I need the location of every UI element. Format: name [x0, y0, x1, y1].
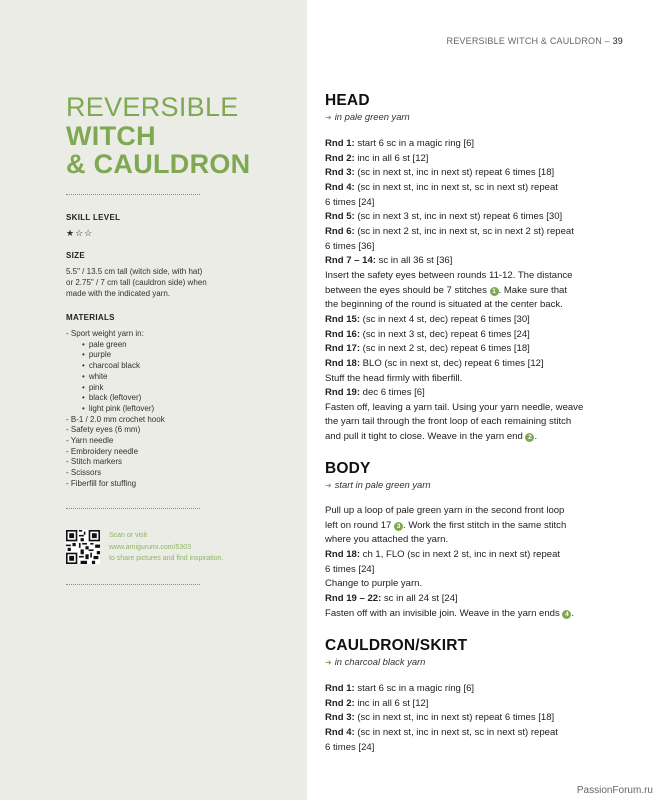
materials-list — [66, 329, 165, 490]
title-line-3: & CAULDRON — [66, 149, 251, 179]
instruction-text: start 6 sc in a magic ring [6] — [354, 683, 475, 694]
instruction-line — [325, 741, 635, 756]
instruction-text: (sc in next st, inc in next st, sc in next st) repeat — [354, 181, 558, 193]
section-subtitle-cauldron — [325, 656, 425, 667]
instruction-line — [325, 254, 635, 269]
material-item: - Embroidery needle — [66, 446, 139, 456]
material-item: - Stitch markers — [66, 457, 123, 467]
size-line: or 2.75" / 7 cm tall (cauldron side) when — [66, 278, 207, 287]
section-title-body: BODY — [325, 460, 371, 477]
instruction-line — [325, 533, 635, 548]
instruction-text: left on round 17 — [325, 519, 395, 531]
instruction-line — [325, 357, 635, 372]
instruction-text: ch 1, FLO (sc in next 2 st, inc in next st) repeat — [360, 548, 561, 560]
instruction-line — [325, 225, 635, 240]
instruction-line — [325, 298, 635, 313]
round-label: Rnd 19 – 22: — [325, 592, 382, 604]
instruction-line — [325, 269, 635, 284]
arrow-right-icon: ➜ — [325, 113, 332, 122]
instruction-line — [325, 430, 635, 445]
material-item: • purple — [66, 350, 165, 361]
round-label: Rnd 2: — [325, 697, 355, 709]
instruction-line — [325, 563, 635, 578]
round-label: Rnd 1: — [325, 138, 355, 149]
subtitle-text: in pale green yarn — [334, 111, 410, 122]
subtitle-text: start in pale green yarn — [334, 479, 431, 490]
instruction-line — [325, 240, 635, 255]
instruction-text: BLO (sc in next st, dec) repeat 6 times [12] — [360, 357, 544, 369]
head-instructions — [325, 137, 635, 445]
instruction-line — [325, 682, 635, 697]
pattern-title — [66, 93, 251, 179]
instruction-text: start 6 sc in a magic ring [6] — [354, 138, 475, 149]
instruction-text: 6 times [24] — [325, 563, 375, 575]
size-line: made with the indicated yarn. — [66, 289, 171, 298]
instruction-text: Stuff the head firmly with fiberfill. — [325, 372, 463, 384]
instruction-text: sc in all 36 st [36] — [375, 255, 453, 267]
round-label: Rnd 18: — [325, 357, 361, 369]
instruction-line — [325, 401, 635, 416]
round-label: Rnd 3: — [325, 712, 355, 724]
instruction-text: dec 6 times [6] — [360, 387, 425, 399]
material-item: • pink — [66, 383, 165, 394]
round-label: Rnd 3: — [325, 167, 355, 179]
material-item: • charcoal black — [66, 361, 165, 372]
instruction-line — [325, 592, 635, 607]
page-number: 39 — [612, 36, 623, 46]
instruction-line — [325, 196, 635, 211]
title-line-2: WITCH — [66, 120, 156, 151]
cauldron-instructions — [325, 682, 635, 755]
step-photo-marker: 4 — [562, 610, 571, 619]
step-photo-marker: 1 — [490, 287, 499, 296]
instruction-text: (sc in next 3 st, dec) repeat 6 times [24] — [360, 328, 530, 340]
running-header-dash: – — [604, 36, 610, 46]
instruction-text: (sc in next 2 st, inc in next st, sc in next 2 st) repeat — [354, 225, 574, 237]
section-title-head: HEAD — [325, 92, 370, 109]
round-label: Rnd 2: — [325, 152, 355, 164]
instruction-text: the beginning of the round is situated at the center back. — [325, 299, 563, 311]
instruction-text: . — [571, 607, 575, 619]
instruction-line — [325, 313, 635, 328]
material-item: - Safety eyes (6 mm) — [66, 425, 141, 435]
title-line-1: REVERSIBLE — [66, 92, 239, 122]
instruction-text: where you attached the yarn. — [325, 534, 449, 546]
materials-heading: MATERIALS — [66, 313, 115, 322]
round-label: Rnd 16: — [325, 328, 361, 340]
material-item: • pale green — [66, 340, 165, 351]
instruction-line — [325, 519, 635, 534]
qr-link[interactable]: www.amigurumi.com/5303 — [109, 543, 192, 551]
round-label: Rnd 7 – 14: — [325, 255, 376, 267]
instruction-text: (sc in next 4 st, dec) repeat 6 times [30] — [360, 313, 530, 325]
divider — [66, 508, 200, 509]
skill-level-stars: ★☆☆ — [66, 228, 94, 238]
step-photo-marker: 3 — [394, 522, 403, 531]
instruction-text: sc in all 24 st [24] — [381, 592, 458, 604]
instruction-text: . Make sure that — [498, 284, 567, 296]
round-label: Rnd 4: — [325, 726, 355, 738]
qr-code — [66, 530, 100, 564]
instruction-text: Change to purple yarn. — [325, 578, 423, 590]
instruction-text: (sc in next 2 st, dec) repeat 6 times [18] — [360, 343, 530, 355]
instruction-text: (sc in next st, inc in next st, sc in next st) repeat — [354, 726, 558, 738]
instruction-line — [325, 607, 635, 622]
section-subtitle-body — [325, 479, 431, 490]
size-heading: SIZE — [66, 251, 85, 260]
round-label: Rnd 17: — [325, 343, 361, 355]
instruction-text: the yarn tail through the front loop of each remaining stitch — [325, 416, 572, 428]
running-header — [447, 36, 623, 46]
divider — [66, 194, 200, 195]
instruction-line — [325, 577, 635, 592]
running-header-title: REVERSIBLE WITCH & CAULDRON — [446, 36, 602, 46]
instruction-line — [325, 386, 635, 401]
arrow-right-icon: ➜ — [325, 658, 332, 667]
material-item: - Yarn needle — [66, 436, 114, 446]
instruction-text: . Work the first stitch in the same stitch — [403, 519, 567, 531]
instruction-line — [325, 328, 635, 343]
instruction-text: Pull up a loop of pale green yarn in the second front loop — [325, 505, 565, 516]
instruction-text: 6 times [24] — [325, 196, 375, 208]
instruction-text: 6 times [36] — [325, 240, 375, 252]
material-item: - Scissors — [66, 468, 102, 478]
instruction-text: (sc in next st, inc in next st) repeat 6 times [18] — [354, 712, 555, 724]
instruction-text: Fasten off with an invisible join. Weave in the yarn ends — [325, 607, 563, 619]
instruction-line — [325, 210, 635, 225]
material-item: - Fiberfill for stuffing — [66, 478, 137, 488]
instruction-text: inc in all 6 st [12] — [354, 152, 429, 164]
body-instructions — [325, 504, 635, 621]
instruction-line — [325, 137, 635, 152]
instruction-text: (sc in next 3 st, inc in next st) repeat 6 times [30] — [354, 211, 563, 223]
step-photo-marker: 2 — [525, 433, 534, 442]
round-label: Rnd 6: — [325, 225, 355, 237]
round-label: Rnd 18: — [325, 548, 361, 560]
material-item: • light pink (leftover) — [66, 404, 165, 415]
instruction-line — [325, 504, 635, 519]
round-label: Rnd 4: — [325, 181, 355, 193]
round-label: Rnd 1: — [325, 683, 355, 694]
divider — [66, 584, 200, 585]
round-label: Rnd 15: — [325, 313, 361, 325]
instruction-text: inc in all 6 st [12] — [354, 697, 429, 709]
section-subtitle-head — [325, 111, 410, 122]
section-title-cauldron: CAULDRON/SKIRT — [325, 637, 468, 654]
qr-instructions — [109, 530, 223, 565]
instruction-line — [325, 415, 635, 430]
qr-line: to share pictures and find inspiration. — [109, 555, 224, 563]
instruction-text: Fasten off, leaving a yarn tail. Using your yarn needle, weave — [325, 401, 584, 413]
instruction-line — [325, 726, 635, 741]
instruction-text: 6 times [24] — [325, 741, 375, 753]
instruction-text: (sc in next st, inc in next st) repeat 6 times [18] — [354, 167, 555, 179]
instruction-line — [325, 697, 635, 712]
material-item: • white — [66, 372, 165, 383]
skill-level-heading: SKILL LEVEL — [66, 213, 121, 222]
instruction-text: between the eyes should be 7 stitches — [325, 284, 490, 296]
instruction-line — [325, 284, 635, 299]
watermark: PassionForum.ru — [576, 785, 653, 796]
instruction-line — [325, 372, 635, 387]
instruction-line — [325, 342, 635, 357]
material-item: • black (leftover) — [66, 393, 165, 404]
instruction-line — [325, 152, 635, 167]
size-line: 5.5" / 13.5 cm tall (witch side, with hat) — [66, 267, 203, 276]
instruction-text: Insert the safety eyes between rounds 11-12. The distance — [325, 269, 573, 281]
subtitle-text: in charcoal black yarn — [334, 656, 426, 667]
material-item: - Sport weight yarn in: — [66, 329, 144, 338]
instruction-line — [325, 548, 635, 563]
instruction-line — [325, 166, 635, 181]
round-label: Rnd 5: — [325, 211, 355, 223]
arrow-right-icon: ➜ — [325, 481, 332, 490]
size-text — [66, 266, 207, 299]
instruction-line — [325, 711, 635, 726]
instruction-text: and pull it tight to close. Weave in the yarn end — [325, 431, 526, 443]
round-label: Rnd 19: — [325, 387, 361, 399]
instruction-text: . — [534, 431, 538, 443]
instruction-line — [325, 181, 635, 196]
qr-line: Scan or visit — [109, 532, 148, 539]
material-item: - B-1 / 2.0 mm crochet hook — [66, 414, 165, 424]
